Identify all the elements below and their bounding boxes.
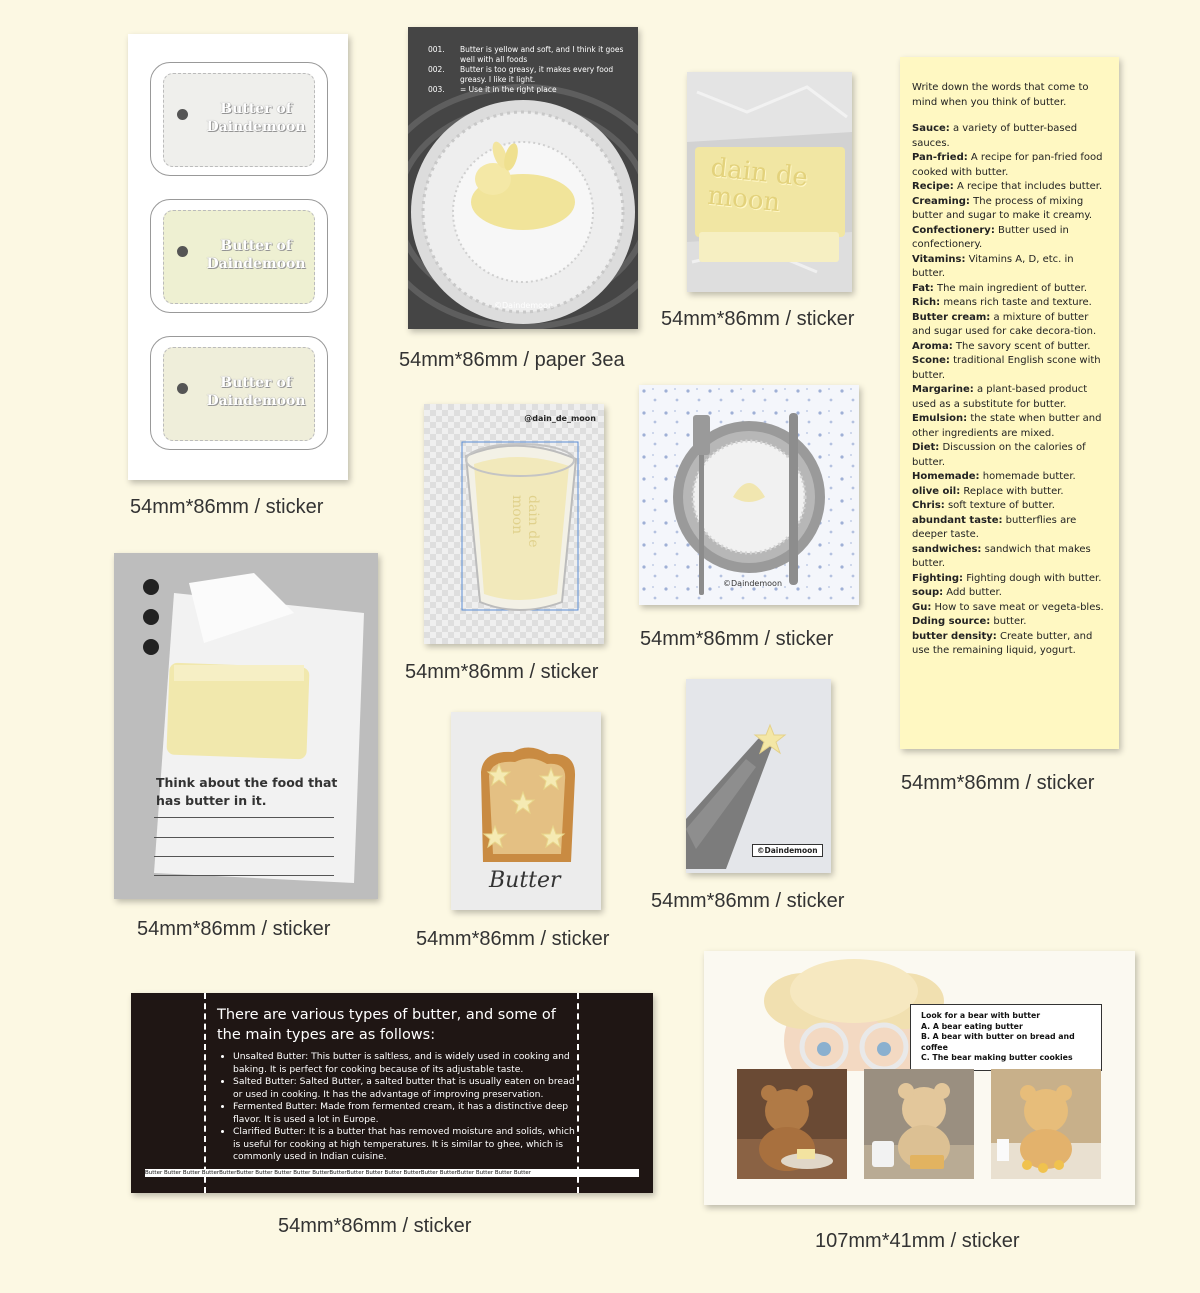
binder-hole-icon <box>143 609 159 625</box>
tag-hole-icon <box>177 109 188 120</box>
types-list <box>219 1051 581 1164</box>
word-term: Recipe: <box>912 181 954 192</box>
word-term: Scone: <box>912 355 950 366</box>
word-def: the state when butter and other ingredients are mixed. <box>912 413 1102 439</box>
word-entry <box>912 122 1107 151</box>
tag-text-line2: Daindemoon <box>206 393 306 409</box>
word-entry <box>912 253 1107 282</box>
word-entry <box>912 151 1107 180</box>
quiz-option-a[interactable]: A. A bear eating butter <box>921 1021 1023 1031</box>
bear-quiz-card <box>704 951 1135 1205</box>
word-term: Butter cream: <box>912 311 991 323</box>
tag-text-line1: Butter of <box>220 101 292 117</box>
word-term: Emulsion: <box>912 413 968 424</box>
bear-photo-b <box>864 1069 974 1179</box>
word-entry <box>912 383 1107 412</box>
word-def: Add butter. <box>943 587 1002 598</box>
word-def: The main ingredient of butter. <box>933 282 1087 294</box>
parchment-butter-photo <box>114 553 378 899</box>
tag-text-line1: Butter of <box>220 238 292 254</box>
word-entry <box>912 572 1107 587</box>
word-def: Fighting dough with butter. <box>963 572 1102 584</box>
plate-butter-card <box>639 385 859 605</box>
caption: 54mm*86mm / paper 3ea <box>399 349 625 371</box>
word-term: soup: <box>912 587 944 598</box>
tag-sticker-2 <box>150 199 328 313</box>
word-entry <box>912 543 1107 572</box>
butter-types-card <box>131 993 653 1193</box>
knife-credit-text: ©Daindemoon <box>752 844 823 857</box>
butter-words-card <box>900 57 1119 749</box>
word-term: Vitamins: <box>912 253 966 265</box>
credit-text: ©Daindemoon <box>494 301 554 310</box>
bear-photo-c <box>991 1069 1101 1179</box>
word-term: Fat: <box>912 282 934 294</box>
word-entry <box>912 499 1107 514</box>
word-def: soft texture of butter. <box>944 500 1055 511</box>
word-def: homemade butter. <box>979 471 1076 482</box>
butter-emboss-text: dain de moon <box>706 152 810 219</box>
word-def: A recipe that includes butter. <box>953 181 1103 192</box>
tag-text-line2: Daindemoon <box>206 119 306 135</box>
knife-butter-card <box>686 679 831 873</box>
butter-word-strip: Butter Butter Butter ButterButterButter Butter Butter Butter ButterButterButter Butter Butter ButterButter ButterButter Butter Butter Butter <box>145 1169 639 1177</box>
list-item: • Fermented Butter: Made from fermented cream, it has a distinctive deep flavor. It is used a lot in Europe. <box>233 1101 581 1126</box>
tag-sticker-1 <box>150 62 328 176</box>
word-entry <box>912 195 1107 224</box>
caption: 54mm*86mm / sticker <box>661 308 855 330</box>
tag-text-line2: Daindemoon <box>206 256 306 272</box>
word-entry <box>912 514 1107 543</box>
word-entry <box>912 180 1107 195</box>
writing-line <box>154 875 334 876</box>
tag-hole-icon <box>177 246 188 257</box>
word-term: Creaming: <box>912 195 970 207</box>
butter-thought-list <box>428 45 624 95</box>
word-term: Homemade: <box>912 471 980 482</box>
list-text: = Use it in the right place <box>460 85 557 94</box>
list-item: • Salted Butter: Salted Butter, a salted butter that is usually eaten on bread or used in cooking. It has the advantage of improving preservation. <box>233 1076 581 1101</box>
word-term: Dding source: <box>912 616 991 627</box>
foil-butter-card <box>687 72 852 292</box>
word-def: A recipe for pan-fried food cooked with butter. <box>912 152 1103 178</box>
word-entry <box>912 470 1107 485</box>
toast-butter-card <box>451 712 601 910</box>
list-number: 001. <box>428 45 445 54</box>
words-intro: Write down the words that come to mind when you think of butter. <box>912 82 1089 108</box>
word-entry <box>912 224 1107 253</box>
word-term: abundant taste: <box>912 514 1003 526</box>
list-number: 002. <box>428 65 445 74</box>
quiz-option-b[interactable]: B. A bear with butter on bread and coffee <box>921 1032 1075 1052</box>
word-def: Create butter, and use the remaining liquid, yogurt. <box>912 630 1093 656</box>
word-def: butterflies are deeper taste. <box>912 514 1077 540</box>
quiz-question: Look for a bear with butter <box>921 1011 1041 1020</box>
word-def: sandwich that makes butter. <box>912 543 1091 569</box>
word-entry <box>912 601 1107 616</box>
word-entry <box>912 311 1107 340</box>
types-heading: There are various types of butter, and some of the main types are as follows: <box>217 1007 556 1043</box>
list-item: • Clarified Butter: It is a butter that has removed moisture and solids, which is useful for cooking at high temperatures. It is similar to ghee, which is commonly used in Indian cuisine. <box>233 1126 581 1164</box>
caption: 54mm*86mm / sticker <box>640 628 834 650</box>
word-entry <box>912 441 1107 470</box>
word-def: a plant-based product used as a substitute for butter. <box>912 384 1088 410</box>
word-entry <box>912 485 1107 500</box>
list-number: 003. <box>428 85 445 94</box>
caption: 107mm*41mm / sticker <box>815 1230 1020 1252</box>
word-def: a mixture of butter and sugar used for cake decora-tion. <box>912 311 1097 337</box>
word-entry <box>912 354 1107 383</box>
list-item: • Unsalted Butter: This butter is saltless, and is widely used in cooking and baking. It is perfect for cooking because of its adjustable taste. <box>233 1051 581 1076</box>
glass-handle-text: @dain_de_moon <box>524 414 596 423</box>
word-term: butter density: <box>912 630 997 642</box>
word-def: The process of mixing butter and sugar to make it creamy. <box>912 195 1093 221</box>
word-term: Rich: <box>912 297 941 308</box>
caption: 54mm*86mm / sticker <box>901 772 1095 794</box>
word-entry <box>912 340 1107 355</box>
word-entry <box>912 296 1107 311</box>
bunny-paper-card <box>408 27 638 329</box>
list-text: Butter is too greasy, it makes every food greasy. I like it light. <box>460 65 614 84</box>
tag-hole-icon <box>177 383 188 394</box>
caption: 54mm*86mm / sticker <box>137 918 331 940</box>
list-text: Butter is yellow and soft, and I think it goes well with all foods <box>460 45 624 64</box>
word-term: Aroma: <box>912 340 953 352</box>
caption: 54mm*86mm / sticker <box>130 496 324 518</box>
word-entry <box>912 630 1107 659</box>
word-entry <box>912 282 1107 297</box>
word-def: means rich taste and texture. <box>940 297 1092 308</box>
word-term: Pan-fried: <box>912 152 968 163</box>
note-prompt-line1: Think about the food that <box>156 775 338 790</box>
word-def: Butter used in confectionery. <box>912 224 1069 250</box>
word-def: Discussion on the calories of butter. <box>912 442 1086 468</box>
word-def: butter. <box>990 616 1027 627</box>
quiz-box <box>910 1004 1102 1071</box>
binder-hole-icon <box>143 639 159 655</box>
caption: 54mm*86mm / sticker <box>651 890 845 912</box>
word-entry <box>912 412 1107 441</box>
tag-sticker-card <box>128 34 348 480</box>
word-term: Gu: <box>912 601 932 613</box>
writing-line <box>154 817 334 818</box>
caption: 54mm*86mm / sticker <box>278 1215 472 1237</box>
word-term: Diet: <box>912 442 940 453</box>
toast-title: Butter <box>489 868 561 893</box>
caption: 54mm*86mm / sticker <box>416 928 610 950</box>
word-term: Chris: <box>912 500 945 511</box>
bear-photo-a <box>737 1069 847 1179</box>
writing-line <box>154 856 334 857</box>
quiz-option-c[interactable]: C. The bear making butter cookies <box>921 1053 1073 1062</box>
word-def: The savory scent of butter. <box>952 340 1091 352</box>
glass-butter-card <box>424 404 604 644</box>
tag-text-line1: Butter of <box>220 375 292 391</box>
glass-emboss-text: dain de moon <box>509 495 541 548</box>
plate-credit-text: ©Daindemoon <box>723 579 783 588</box>
cut-line-left <box>204 993 206 1193</box>
word-term: sandwiches: <box>912 543 982 555</box>
word-def: How to save meat or vegeta-bles. <box>931 601 1104 613</box>
word-term: Margarine: <box>912 384 974 395</box>
note-butter-card <box>114 553 378 899</box>
word-entry <box>912 615 1107 630</box>
word-def: traditional English scone with butter. <box>912 355 1101 381</box>
caption: 54mm*86mm / sticker <box>405 661 599 683</box>
writing-line <box>154 837 334 838</box>
note-prompt-line2: has butter in it. <box>156 793 267 808</box>
word-term: Fighting: <box>912 572 964 584</box>
word-term: olive oil: <box>912 485 961 497</box>
plate-butter-photo <box>639 385 859 605</box>
binder-hole-icon <box>143 579 159 595</box>
tag-sticker-3 <box>150 336 328 450</box>
word-term: Confectionery: <box>912 224 995 236</box>
word-def: a variety of butter-based sauces. <box>912 123 1078 149</box>
word-def: Replace with butter. <box>960 485 1064 497</box>
word-term: Sauce: <box>912 123 950 134</box>
word-entry <box>912 586 1107 601</box>
word-def: Vitamins A, D, etc. in butter. <box>912 253 1074 279</box>
butter-words-list <box>912 81 1107 659</box>
